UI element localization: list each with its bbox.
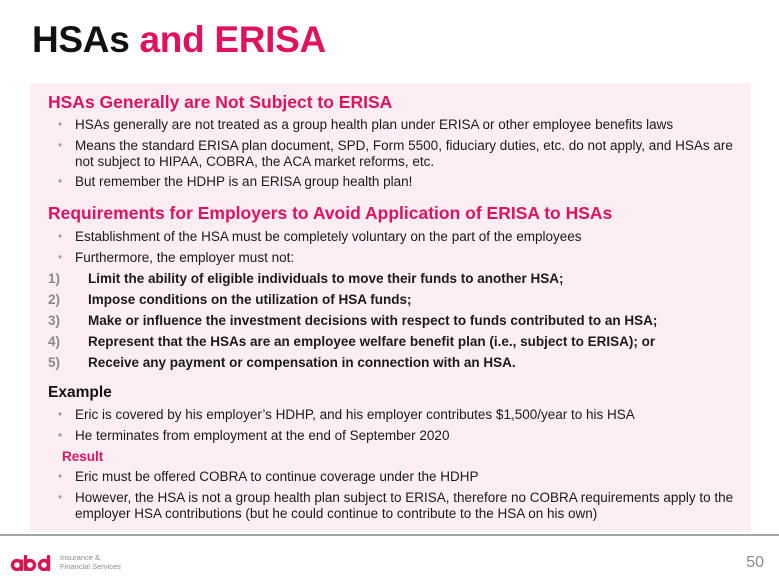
item-text: Make or influence the investment decisions with respect to funds contributed to an HSA; [88, 313, 658, 328]
item-number: 3) [48, 313, 61, 328]
item-number: 1) [48, 271, 61, 286]
bullet-icon: • [58, 117, 63, 131]
content-panel [30, 83, 751, 532]
bullet-icon: • [58, 407, 63, 421]
abd-logo-icon [10, 555, 54, 571]
item-number: 4) [48, 334, 61, 349]
title-part-2: and ERISA [139, 19, 326, 60]
list-item-text: HSAs generally are not treated as a group health plan under ERISA or other employee benefits laws [75, 117, 674, 132]
company-logo [10, 554, 121, 571]
logo-text-line-2: Financial Services [60, 561, 121, 571]
page-number: 50 [746, 554, 764, 571]
section-heading-requirements: Requirements for Employers to Avoid Application of ERISA to HSAs [48, 203, 613, 223]
result-heading: Result [62, 449, 104, 464]
example-heading: Example [48, 384, 112, 401]
item-number: 2) [48, 292, 61, 307]
list-item-text: He terminates from employment at the end of September 2020 [75, 428, 450, 443]
list-item-text: However, the HSA is not a group health plan subject to ERISA, therefore no COBRA requirements apply to the employer HSA contributions (but he could continue to contribute to the HSA on his own) [75, 490, 734, 521]
bullet-icon: • [58, 469, 63, 483]
title-part-1: HSAs [32, 19, 130, 60]
list-item [58, 174, 735, 190]
list-item [58, 469, 735, 485]
bullet-icon: • [58, 229, 63, 243]
list-item-text: Furthermore, the employer must not: [75, 250, 295, 265]
bullet-icon: • [58, 138, 63, 152]
list-item [58, 250, 735, 266]
list-item [58, 117, 735, 133]
list-item-text: Establishment of the HSA must be completely voluntary on the part of the employees [75, 229, 582, 244]
item-text: Impose conditions on the utilization of HSA funds; [88, 292, 412, 307]
list-item [58, 138, 735, 169]
section-heading-not-subject: HSAs Generally are Not Subject to ERISA [48, 92, 393, 112]
list-item [58, 229, 735, 245]
list-item [58, 428, 735, 444]
item-text: Represent that the HSAs are an employee welfare benefit plan (i.e., subject to ERISA); or [88, 334, 656, 349]
bullet-icon: • [58, 428, 63, 442]
item-text: Receive any payment or compensation in connection with an HSA. [88, 355, 516, 370]
list-item [58, 490, 735, 521]
footer-divider [0, 534, 779, 536]
bullet-icon: • [58, 490, 63, 504]
bullet-icon: • [58, 174, 63, 188]
list-item-text: Means the standard ERISA plan document, SPD, Form 5500, fiduciary duties, etc. do not apply, and HSAs are not subject to HIPAA, COBRA, the ACA market reforms, etc. [75, 138, 733, 169]
list-item-text: Eric must be offered COBRA to continue coverage under the HDHP [75, 469, 479, 484]
list-item-text: But remember the HDHP is an ERISA group health plan! [75, 174, 413, 189]
item-text: Limit the ability of eligible individuals to move their funds to another HSA; [88, 271, 564, 286]
list-item-text: Eric is covered by his employer’s HDHP, and his employer contributes $1,500/year to his HSA [75, 407, 635, 422]
logo-text-line-1: Insurance & [60, 553, 101, 562]
bullet-icon: • [58, 250, 63, 264]
list-item [58, 407, 735, 423]
page-title [32, 18, 326, 62]
item-number: 5) [48, 355, 61, 370]
logo-tagline [60, 554, 121, 571]
